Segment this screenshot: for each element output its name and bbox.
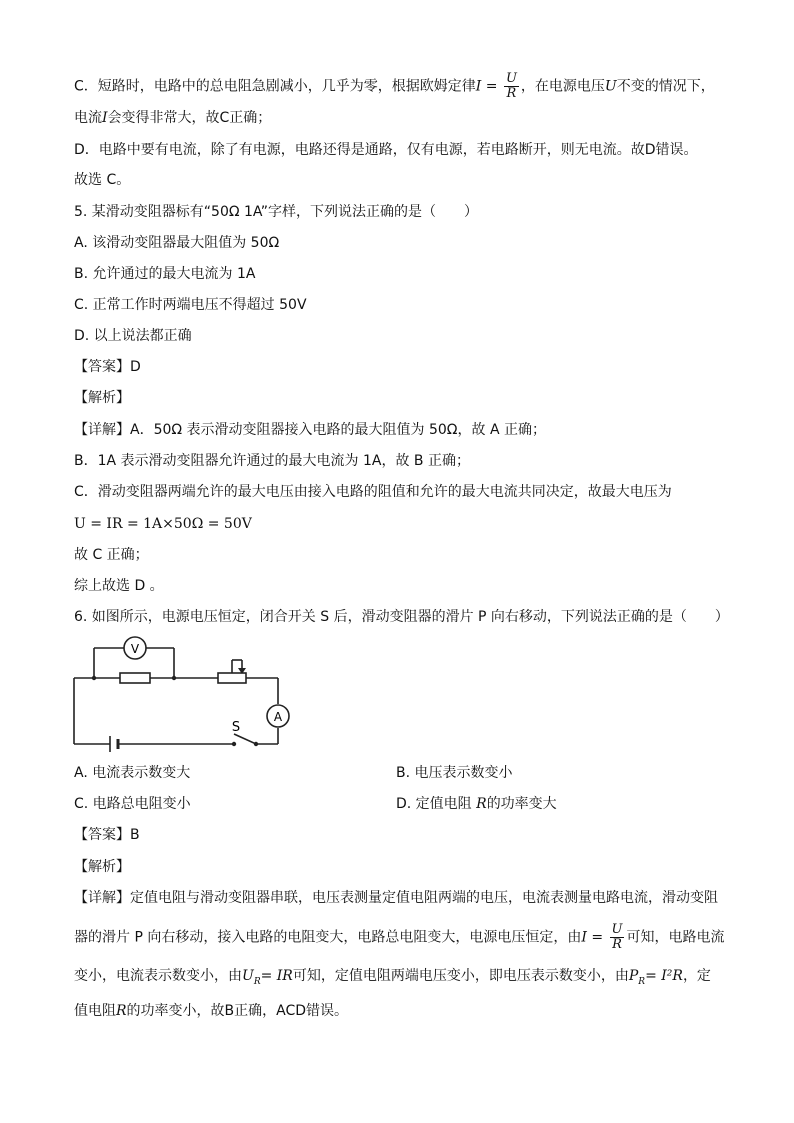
q5-option-c: C. 正常工作时两端电压不得超过 50V [74,297,307,313]
switch-label: S [231,720,241,735]
q5-stem: 5. 某滑动变阻器标有“50Ω 1A”字样，下列说法正确的是（ ） [74,204,479,220]
q6-detail-line2: 器的滑片 P 向右移动，接入电路的电阻变大，电路总电阻变大，电源电压恒定，由I = $\frac{U}{R}$ 可知，电路电流 [74,922,725,952]
q6-option-b: B. 电压表示数变小 [396,765,513,781]
q4-selection: 故选 C。 [74,172,131,188]
q6-detail-line4: 值电阻R的功率变小，故B正确，ACD错误。 [74,1003,349,1019]
q5-selection: 综上故选 D 。 [74,578,164,594]
voltmeter-label: V [130,642,140,656]
ammeter-label: A [273,710,283,724]
fixed-resistor [120,673,150,683]
circuit-diagram [60,632,300,754]
q6-detail-line3: 变小，电流表示数变小，由$U_R=$ IR可知，定值电阻两端电压变小，即电压表示数变小，由$P_R= I^2R$，定 [74,968,711,987]
q5-c-correct: 故 C 正确； [74,547,149,563]
q5-option-b: B. 允许通过的最大电流为 1A [74,266,256,282]
q6-stem: 6. 如图所示，电源电压恒定，闭合开关 S 后，滑动变阻器的滑片 P 向右移动，下列说法正确的是（ ） [74,609,729,625]
q5-answer: 【答案】D [74,359,141,375]
q5-equation: U = IR = 1A×50Ω = 50V [74,516,252,532]
ohm-law-fraction-2: $\frac{U}{R}$ [611,922,623,952]
q6-detail-line1: 【详解】定值电阻与滑动变阻器串联，电压表测量定值电阻两端的电压，电流表测量电路电流，滑动变阻 [74,890,718,906]
rheostat [218,673,246,683]
q5-option-a: A. 该滑动变阻器最大阻值为 50Ω [74,235,280,251]
q5-analysis-heading: 【解析】 [74,390,130,406]
q6-option-c: C. 电路总电阻变小 [74,796,191,812]
q6-option-d: D. 定值电阻 R的功率变大 [396,796,557,812]
q5-detail-b: B．1A 表示滑动变阻器允许通过的最大电流为 1A，故 B 正确； [74,453,470,469]
q5-detail-c: C．滑动变阻器两端允许的最大电压由接入电路的阻值和允许的最大电流共同决定，故最大电压为 [74,484,672,500]
q4-option-c-line2: 电流I会变得非常大，故C正确； [74,110,272,126]
ohm-law-fraction: $\frac{U}{R}$ [505,71,517,101]
q6-answer: 【答案】B [74,827,140,843]
q4-option-d: D．电路中要有电流，除了有电源，电路还得是通路，仅有电源，若电路断开，则无电流。故D错误。 [74,142,698,158]
q5-detail-a: 【详解】A．50Ω 表示滑动变阻器接入电路的最大阻值为 50Ω，故 A 正确； [74,422,546,438]
q5-option-d: D. 以上说法都正确 [74,328,192,344]
q6-analysis-heading: 【解析】 [74,859,130,875]
q6-option-a: A. 电流表示数变大 [74,765,191,781]
q4-option-c-line1: C．短路时，电路中的总电阻急剧减小，几乎为零，根据欧姆定律I = $\frac{U}{R}$ ，在电源电压U不变的情况下， [74,71,715,101]
